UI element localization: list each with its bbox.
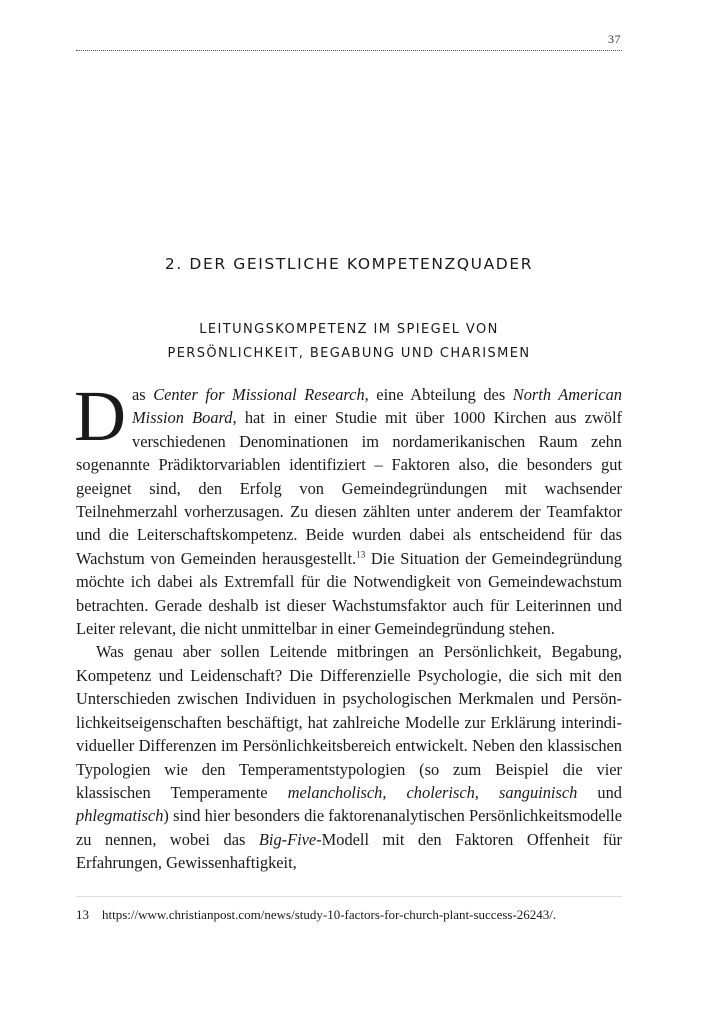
paragraph-1-text-4: Die Situation der Gemeindegründung möchte ich dabei als Extremfall für die Notwendigkeit von Gemeindewachstum betrachten. Gerade deshalb ist dieser Wachstumsfaktor auch für Leiterinnen und Leiter relevant, die nicht unmittelbar in einer Gemeindegründung stehen. [76, 548, 622, 639]
paragraph-2-text-3: ) sind hier besonders die faktorenanalytischen Persönlichkeitsmodelle zu nennen, wobei das [76, 806, 622, 849]
paragraph-2-text-1: Was genau aber sollen Leitende mitbringen an Persönlichkeit, Begabung, Kompetenz und Leidenschaft? Die Differenzielle Psychologie, die sich mit den Unterschieden zwischen Individuen in psychologischen Merkmalen und Persönlichkeitseigenschaften beschäftigt, hat zahlreiche Modelle zur Erklärung interindividueller Differenzen im Persönlichkeitsbereich entwickelt. Neben den klassischen Typologien wie den Temperamentstypologien (so zum Beispiel die vier klassischen Temperamente [76, 642, 622, 802]
footnote-divider [76, 896, 622, 897]
paragraph-2-italic-2: phlegmatisch [76, 806, 164, 826]
paragraph-2 [76, 640, 622, 874]
footnote-number: 13 [76, 907, 89, 922]
paragraph-1-italic-1: Center for Missional Research [153, 385, 365, 404]
paragraph-1 [74, 376, 623, 640]
paragraph-1-text-2: , eine Abteilung des [364, 385, 513, 404]
footnote-reference[interactable]: 13 [356, 549, 366, 560]
paragraph-2-text-4: -Modell mit den Faktoren Offenheit für Erfahrungen, Gewissenhaftigkeit, [76, 829, 622, 873]
footnote [76, 906, 622, 924]
header-divider [76, 50, 622, 51]
section-title-line-1: LEITUNGSKOMPETENZ IM SPIEGEL VON [199, 322, 499, 337]
paragraph-1-italic-2: North American Mission Board [132, 385, 622, 428]
section-title [76, 318, 622, 366]
drop-cap: D [74, 376, 126, 456]
paragraph-1-text-1: as [132, 385, 154, 404]
body-text [74, 376, 623, 875]
footnote-link[interactable]: https://www.christianpost.com/news/study-10-factors-for-church-plant-success-26243/. [102, 907, 557, 922]
page-number: 37 [608, 32, 621, 46]
paragraph-2-italic-1: melancholisch, cholerisch, sanguinisch [287, 782, 578, 802]
paragraph-1-text-3: , hat in einer Studie mit über 1000 Kirchen aus zwölf verschiedenen Denominationen im nordamerikanischen Raum zehn sogenannte Prädiktorvariablen identifiziert – Faktoren also, die besonders gut geeignet sind, den Erfolg von Gemeindegründungen mit wachsender Teilnehmerzahl vorherzusagen. Zu diesen zählten unter anderem der Teamfaktor und die Leiterschaftskompetenz. Beide wurden dabei als entscheidend für das Wachstum von Gemeinden herausgestellt. [76, 408, 623, 568]
chapter-title: 2. DER GEISTLICHE KOMPETENZQUADER [164, 255, 534, 273]
paragraph-2-italic-3: Big-Five [258, 829, 317, 849]
paragraph-2-text-2: und [577, 782, 622, 802]
section-title-line-2: PERSÖNLICHKEIT, BEGABUNG UND CHARISMEN [167, 346, 531, 361]
